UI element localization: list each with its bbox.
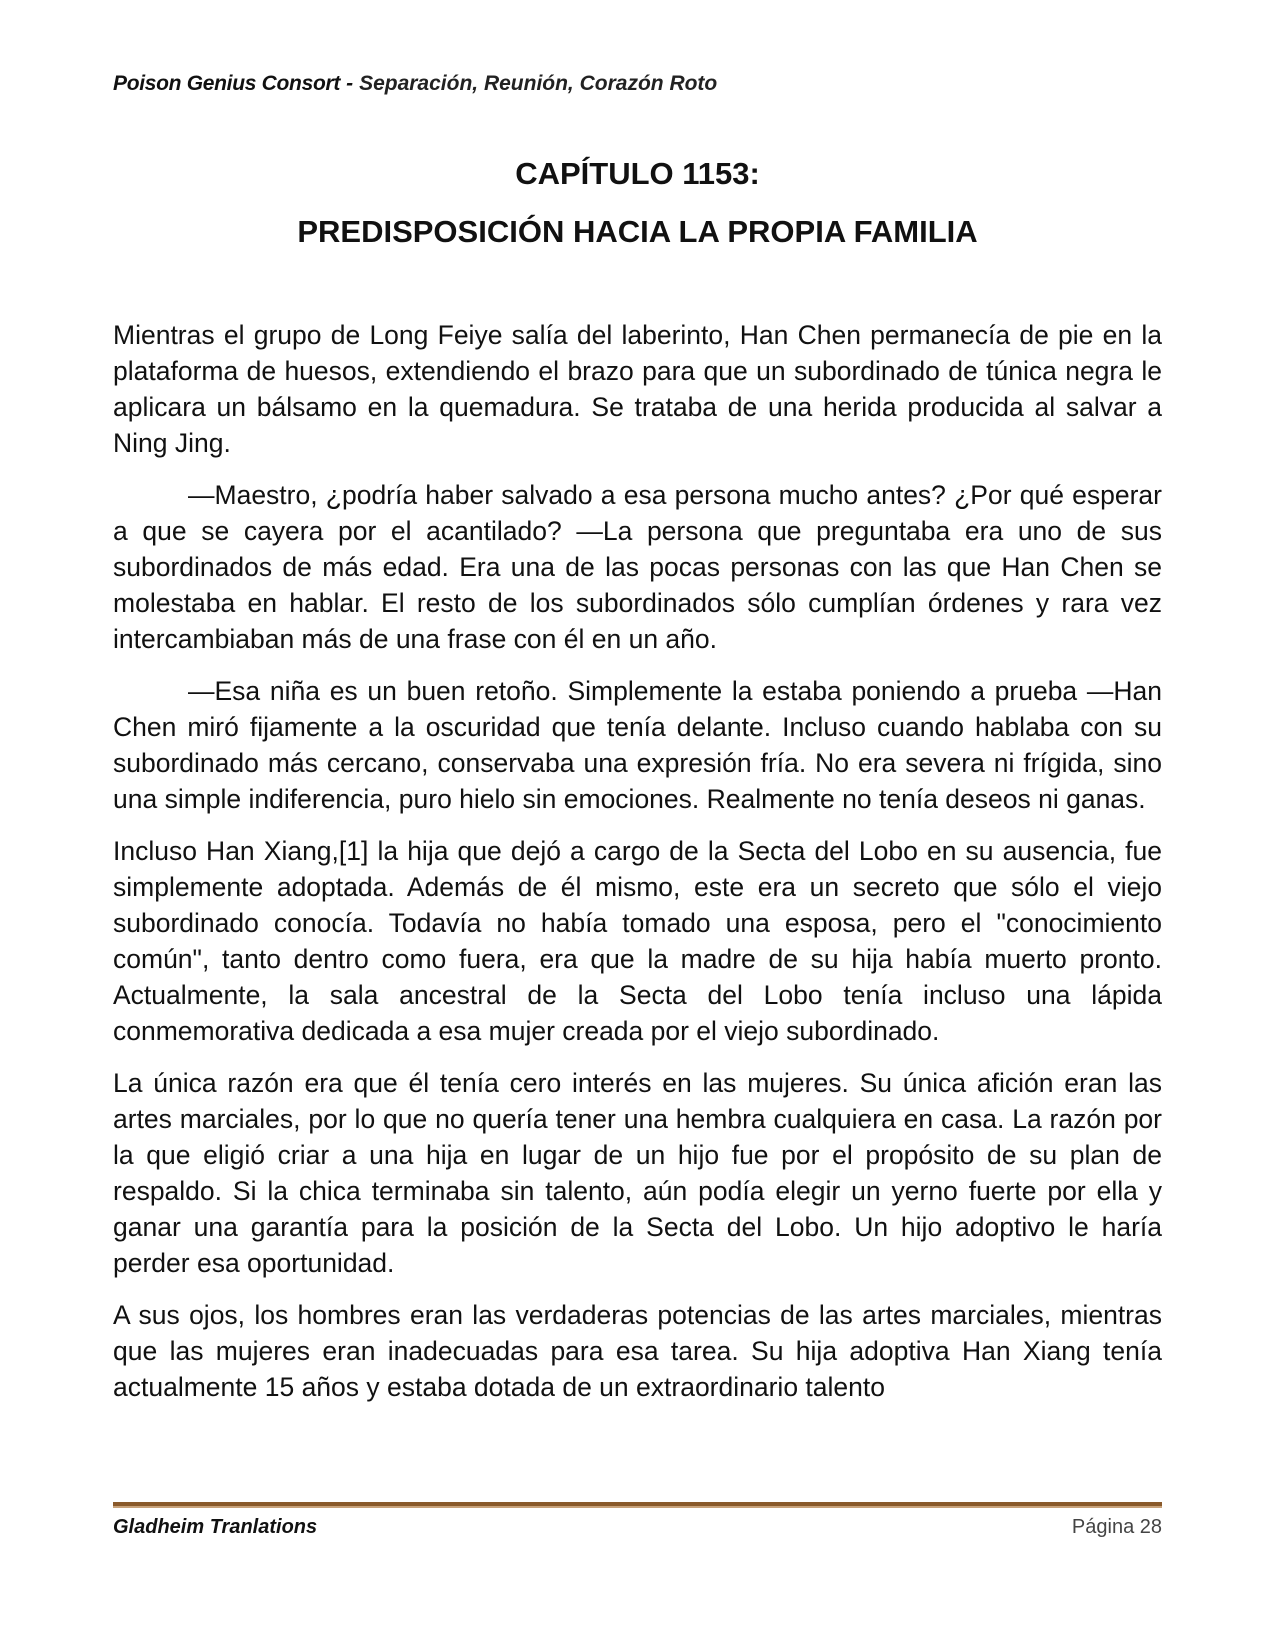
paragraph: A sus ojos, los hombres eran las verdaderas potencias de las artes marciales, mientras que las mujeres eran inadecuadas para esa tarea. Su hija adoptiva Han Xiang tenía actualmente 15 años y estaba dotada de un extraordinario talento: [113, 1300, 1162, 1402]
paragraph: —Esa niña es un buen retoño. Simplemente la estaba poniendo a prueba —Han Chen miró fijamente a la oscuridad que tenía delante. Incluso cuando hablaba con su subordinado más cercano, conservaba una expresión fría. No era severa ni frígida, sino una simple indiferencia, puro hielo sin emociones. Realmente no tenía deseos ni ganas.: [113, 676, 1162, 814]
arc-title: Separación, Reunión, Corazón Roto: [359, 72, 718, 95]
page-header: [113, 72, 717, 96]
paragraph: Incluso Han Xiang,[1] la hija que dejó a cargo de la Secta del Lobo en su ausencia, fue simplemente adoptada. Además de él mismo, este era un secreto que sólo el viejo subordinado conocía. Todavía no había tomado una esposa, pero el "conocimiento común", tanto dentro como fuera, era que la madre de su hija había muerto pronto. Actualmente, la sala ancestral de la Secta del Lobo tenía incluso una lápida conmemorativa dedicada a esa mujer creada por el viejo subordinado.: [113, 836, 1162, 1046]
paragraph: —Maestro, ¿podría haber salvado a esa persona mucho antes? ¿Por qué esperar a que se cayera por el acantilado? —La persona que preguntaba era uno de sus subordinados de más edad. Era una de las pocas personas con las que Han Chen se molestaba en hablar. El resto de los subordinados sólo cumplían órdenes y rara vez intercambiaban más de una frase con él en un año.: [113, 480, 1162, 654]
footer-divider: [113, 1502, 1162, 1508]
chapter-body: [113, 317, 1162, 1421]
paragraph: La única razón era que él tenía cero interés en las mujeres. Su única afición eran las artes marciales, por lo que no quería tener una hembra cualquiera en casa. La razón por la que eligió criar a una hija en lugar de un hijo fue por el propósito de su plan de respaldo. Si la chica terminaba sin talento, aún podía elegir un yerno fuerte por ella y ganar una garantía para la posición de la Secta del Lobo. Un hijo adoptivo le haría perder esa oportunidad.: [113, 1068, 1162, 1278]
chapter-title: [0, 145, 1275, 261]
series-title: Poison Genius Consort: [113, 72, 341, 95]
page-number: Página 28: [1071, 1516, 1162, 1538]
header-separator: -: [346, 72, 354, 95]
publisher-name: Gladheim Tranlations: [113, 1516, 318, 1538]
chapter-name: PREDISPOSICIÓN HACIA LA PROPIA FAMILIA: [297, 214, 978, 249]
chapter-number: CAPÍTULO 1153:: [515, 156, 760, 191]
paragraph: Mientras el grupo de Long Feiye salía del laberinto, Han Chen permanecía de pie en la plataforma de huesos, extendiendo el brazo para que un subordinado de túnica negra le aplicara un bálsamo en la quemadura. Se trataba de una herida producida al salvar a Ning Jing.: [113, 320, 1162, 458]
